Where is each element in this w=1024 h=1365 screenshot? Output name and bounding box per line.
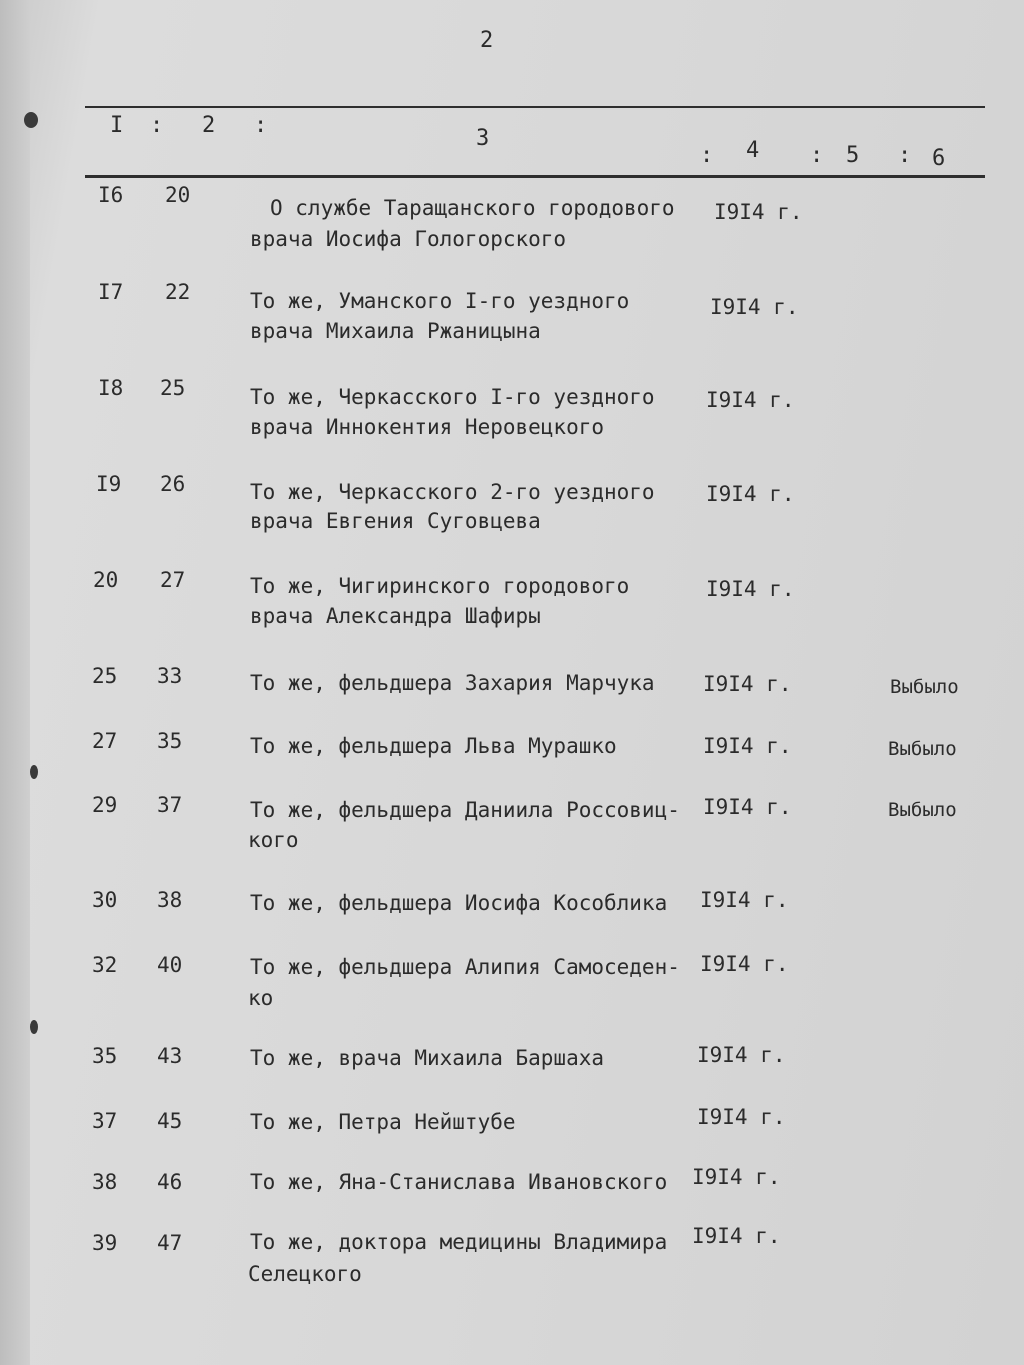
binding-hole bbox=[24, 112, 38, 128]
record-year: I9I4 г. bbox=[714, 200, 803, 224]
record-title-line2: Селецкого bbox=[248, 1262, 362, 1286]
file-number: 46 bbox=[157, 1170, 183, 1194]
header-separator: : bbox=[150, 113, 164, 138]
record-year: I9I4 г. bbox=[697, 1043, 786, 1067]
file-number: 37 bbox=[157, 793, 183, 817]
record-year: I9I4 г. bbox=[706, 482, 795, 506]
record-title-line1: То же, фельдшера Иосифа Кособлика bbox=[250, 891, 668, 915]
record-year: I9I4 г. bbox=[700, 952, 789, 976]
record-note: Выбыло bbox=[888, 738, 957, 760]
file-number: 47 bbox=[157, 1231, 183, 1255]
row-number: 30 bbox=[92, 888, 118, 912]
record-year: I9I4 г. bbox=[703, 672, 792, 696]
record-title-line2: врача Иосифа Гологорского bbox=[250, 227, 567, 251]
record-year: I9I4 г. bbox=[692, 1224, 781, 1248]
header-col-3: 3 bbox=[476, 126, 490, 151]
record-title-line1: То же, Уманского I-го уездного bbox=[250, 289, 630, 313]
record-year: I9I4 г. bbox=[697, 1105, 786, 1129]
binding-hole bbox=[30, 765, 38, 779]
header-top-rule bbox=[85, 106, 985, 108]
record-title-line1: То же, Черкасского I-го уездного bbox=[250, 385, 655, 409]
record-title-line1: О службе Таращанского городового bbox=[270, 196, 675, 220]
record-title-line1: То же, Петра Нейштубе bbox=[250, 1110, 516, 1134]
row-number: I9 bbox=[96, 472, 122, 496]
row-number: 37 bbox=[92, 1109, 118, 1133]
record-title-line2: врача Александра Шафиры bbox=[250, 604, 541, 628]
header-separator: : bbox=[700, 143, 714, 168]
record-title-line1: То же, фельдшера Алипия Самоседен- bbox=[250, 955, 680, 979]
file-number: 26 bbox=[160, 472, 186, 496]
record-title-line1: То же, Яна-Станислава Ивановского bbox=[250, 1170, 668, 1194]
record-year: I9I4 г. bbox=[703, 795, 792, 819]
file-number: 38 bbox=[157, 888, 183, 912]
row-number: I8 bbox=[98, 376, 124, 400]
page-binding-edge bbox=[0, 0, 30, 1365]
header-separator: : bbox=[898, 143, 912, 168]
record-title-line1: То же, фельдшера Захария Марчука bbox=[250, 671, 655, 695]
record-year: I9I4 г. bbox=[692, 1165, 781, 1189]
record-year: I9I4 г. bbox=[706, 577, 795, 601]
record-note: Выбыло bbox=[890, 676, 959, 698]
record-title-line1: То же, врача Михаила Баршаха bbox=[250, 1046, 605, 1070]
header-bottom-rule bbox=[85, 175, 985, 178]
record-title-line1: То же, фельдшера Даниила Россовиц- bbox=[250, 798, 680, 822]
file-number: 45 bbox=[157, 1109, 183, 1133]
header-col-6: 6 bbox=[932, 146, 946, 171]
record-year: I9I4 г. bbox=[703, 734, 792, 758]
row-number: 25 bbox=[92, 664, 118, 688]
record-title-line1: То же, Черкасского 2-го уездного bbox=[250, 480, 655, 504]
row-number: 32 bbox=[92, 953, 118, 977]
record-note: Выбыло bbox=[888, 799, 957, 821]
file-number: 25 bbox=[160, 376, 186, 400]
header-col-1: I bbox=[110, 113, 124, 138]
record-year: I9I4 г. bbox=[700, 888, 789, 912]
header-col-5: 5 bbox=[846, 143, 860, 168]
record-title-line2: врача Евгения Суговцева bbox=[250, 509, 541, 533]
record-title-line2: ко bbox=[248, 986, 274, 1010]
header-separator: : bbox=[810, 143, 824, 168]
header-separator: : bbox=[254, 113, 268, 138]
record-title-line2: кого bbox=[248, 828, 299, 852]
file-number: 43 bbox=[157, 1044, 183, 1068]
file-number: 27 bbox=[160, 568, 186, 592]
row-number: 29 bbox=[92, 793, 118, 817]
header-col-4: 4 bbox=[746, 138, 760, 163]
row-number: 27 bbox=[92, 729, 118, 753]
file-number: 22 bbox=[165, 280, 191, 304]
record-title-line2: врача Иннокентия Неровецкого bbox=[250, 415, 605, 439]
record-title-line1: То же, доктора медицины Владимира bbox=[250, 1230, 668, 1254]
row-number: I7 bbox=[98, 280, 124, 304]
row-number: 20 bbox=[93, 568, 119, 592]
file-number: 35 bbox=[157, 729, 183, 753]
file-number: 33 bbox=[157, 664, 183, 688]
row-number: 39 bbox=[92, 1231, 118, 1255]
file-number: 20 bbox=[165, 183, 191, 207]
row-number: 35 bbox=[92, 1044, 118, 1068]
record-title-line1: То же, Чигиринского городового bbox=[250, 574, 630, 598]
record-year: I9I4 г. bbox=[706, 388, 795, 412]
row-number: I6 bbox=[98, 183, 124, 207]
page-number: 2 bbox=[480, 28, 494, 53]
header-col-2: 2 bbox=[202, 113, 216, 138]
file-number: 40 bbox=[157, 953, 183, 977]
row-number: 38 bbox=[92, 1170, 118, 1194]
record-title-line2: врача Михаила Ржаницына bbox=[250, 319, 541, 343]
binding-hole bbox=[30, 1020, 38, 1034]
record-title-line1: То же, фельдшера Льва Мурашко bbox=[250, 734, 617, 758]
record-year: I9I4 г. bbox=[710, 295, 799, 319]
